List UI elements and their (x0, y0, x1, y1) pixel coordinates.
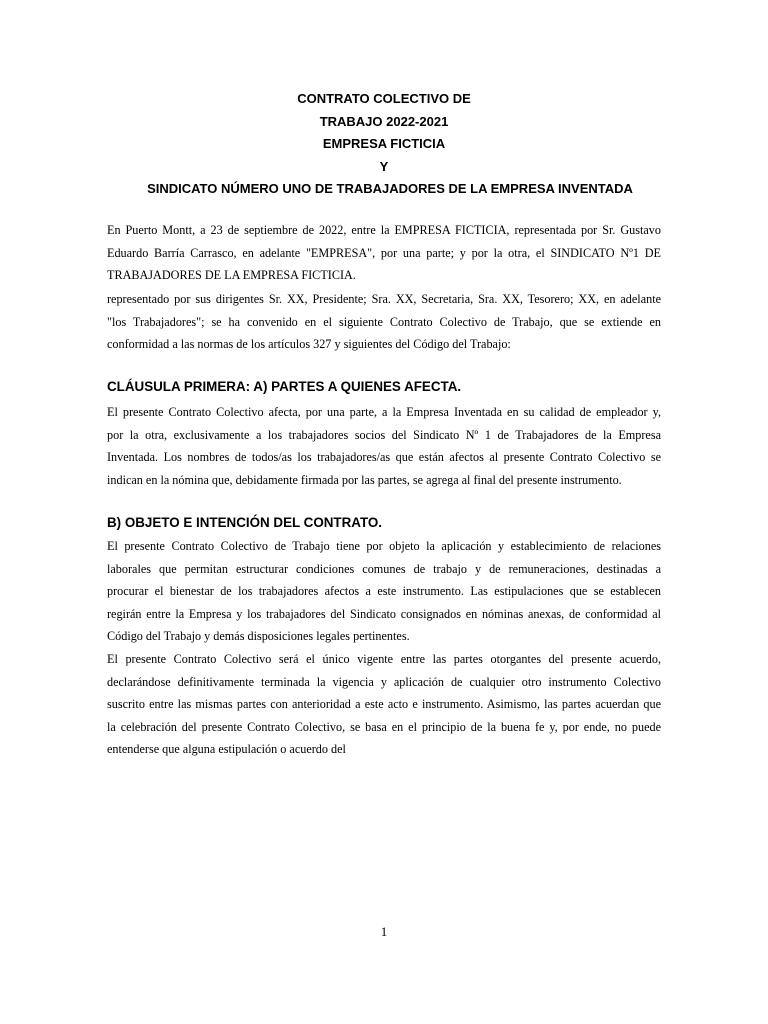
clause-b-paragraph-1 (107, 535, 661, 648)
title-line-4: Y (379, 158, 389, 174)
clause-b-paragraph-2 (107, 648, 661, 761)
paragraph-line: procurar el bienestar de los trabajadores afectos a este instrumento. Las estipulaciones que se establecen (107, 584, 661, 599)
paragraph-line: por la otra, exclusivamente a los trabajadores socios del Sindicato Nº 1 de Trabajadores de la Empresa (107, 427, 661, 442)
paragraph-line: representado por sus dirigentes Sr. XX, Presidente; Sra. XX, Secretaria, Sra. XX, Tesorero; XX, en adelante (107, 292, 661, 306)
title-line-3: EMPRESA FICTICIA (322, 136, 446, 151)
paragraph-line: Código del Trabajo y demás disposiciones legales pertinentes. (107, 629, 410, 644)
paragraph-line: la celebración del presente Contrato Colectivo, se basa en el principio de la buena fe y, por ende, no puede (107, 719, 661, 734)
clause-1-heading: CLÁUSULA PRIMERA: A) PARTES A QUIENES AFECTA. (107, 379, 462, 394)
paragraph-line: entenderse que alguna estipulación o acuerdo del (107, 742, 346, 757)
paragraph-line: El presente Contrato Colectivo de Trabajo tiene por objeto la aplicación y establecimiento de relaciones (107, 539, 661, 553)
paragraph-line: conformidad a las normas de los artículos 327 y siguientes del Código del Trabajo: (107, 337, 511, 352)
document-title (0, 88, 768, 201)
page-number: 1 (380, 924, 388, 939)
paragraph-line: Eduardo Barría Carrasco, en adelante "EMPRESA", por una parte; y por la otra, el SINDICATO Nº1 DE (107, 245, 661, 260)
clause-1-paragraph (107, 401, 661, 491)
paragraph-line: En Puerto Montt, a 23 de septiembre de 2022, entre la EMPRESA FICTICIA, representada por Sr. Gustavo (107, 223, 661, 237)
clause-b-heading: B) OBJETO E INTENCIÓN DEL CONTRATO. (107, 515, 383, 530)
title-line-2: TRABAJO 2022-2021 (319, 113, 449, 129)
paragraph-line: TRABAJADORES DE LA EMPRESA FICTICIA. (107, 268, 356, 283)
paragraph-line: suscrito entre las mismas partes con anterioridad a este acto e instrumento. Asimismo, las partes acuerdan que (107, 697, 661, 712)
paragraph-line: El presente Contrato Colectivo afecta, por una parte, a la Empresa Inventada en su calidad de empleador y, (107, 405, 661, 419)
paragraph-line: indican en la nómina que, debidamente firmada por las partes, se agrega al final del presente instrumento. (107, 472, 622, 487)
paragraph-line: El presente Contrato Colectivo será el único vigente entre las partes otorgantes del presente acuerdo, (107, 652, 661, 666)
title-line-1: CONTRATO COLECTIVO DE (297, 91, 471, 106)
title-line-5: SINDICATO NÚMERO UNO DE TRABAJADORES DE LA EMPRESA INVENTADA (147, 181, 633, 196)
paragraph-line: declarándose definitivamente terminada la vigencia y aplicación de cualquier otro instrumento Colectivo (107, 674, 661, 689)
paragraph-line: Inventada. Los nombres de todos/as los trabajadores/as que están afectos al presente Contrato Colectivo se (107, 450, 661, 465)
intro-paragraph-1 (107, 219, 661, 287)
paragraph-line: laborales que permitan estructurar condiciones comunes de trabajo y de remuneraciones, destinadas a (107, 561, 661, 576)
intro-paragraph-2 (107, 288, 661, 356)
paragraph-line: regirán entre la Empresa y los trabajadores del Sindicato consignados en nóminas anexas, de conformidad al (107, 606, 661, 621)
paragraph-line: "los Trabajadores"; se ha convenido en el siguiente Contrato Colectivo de Trabajo, que se extiende en (107, 314, 661, 329)
